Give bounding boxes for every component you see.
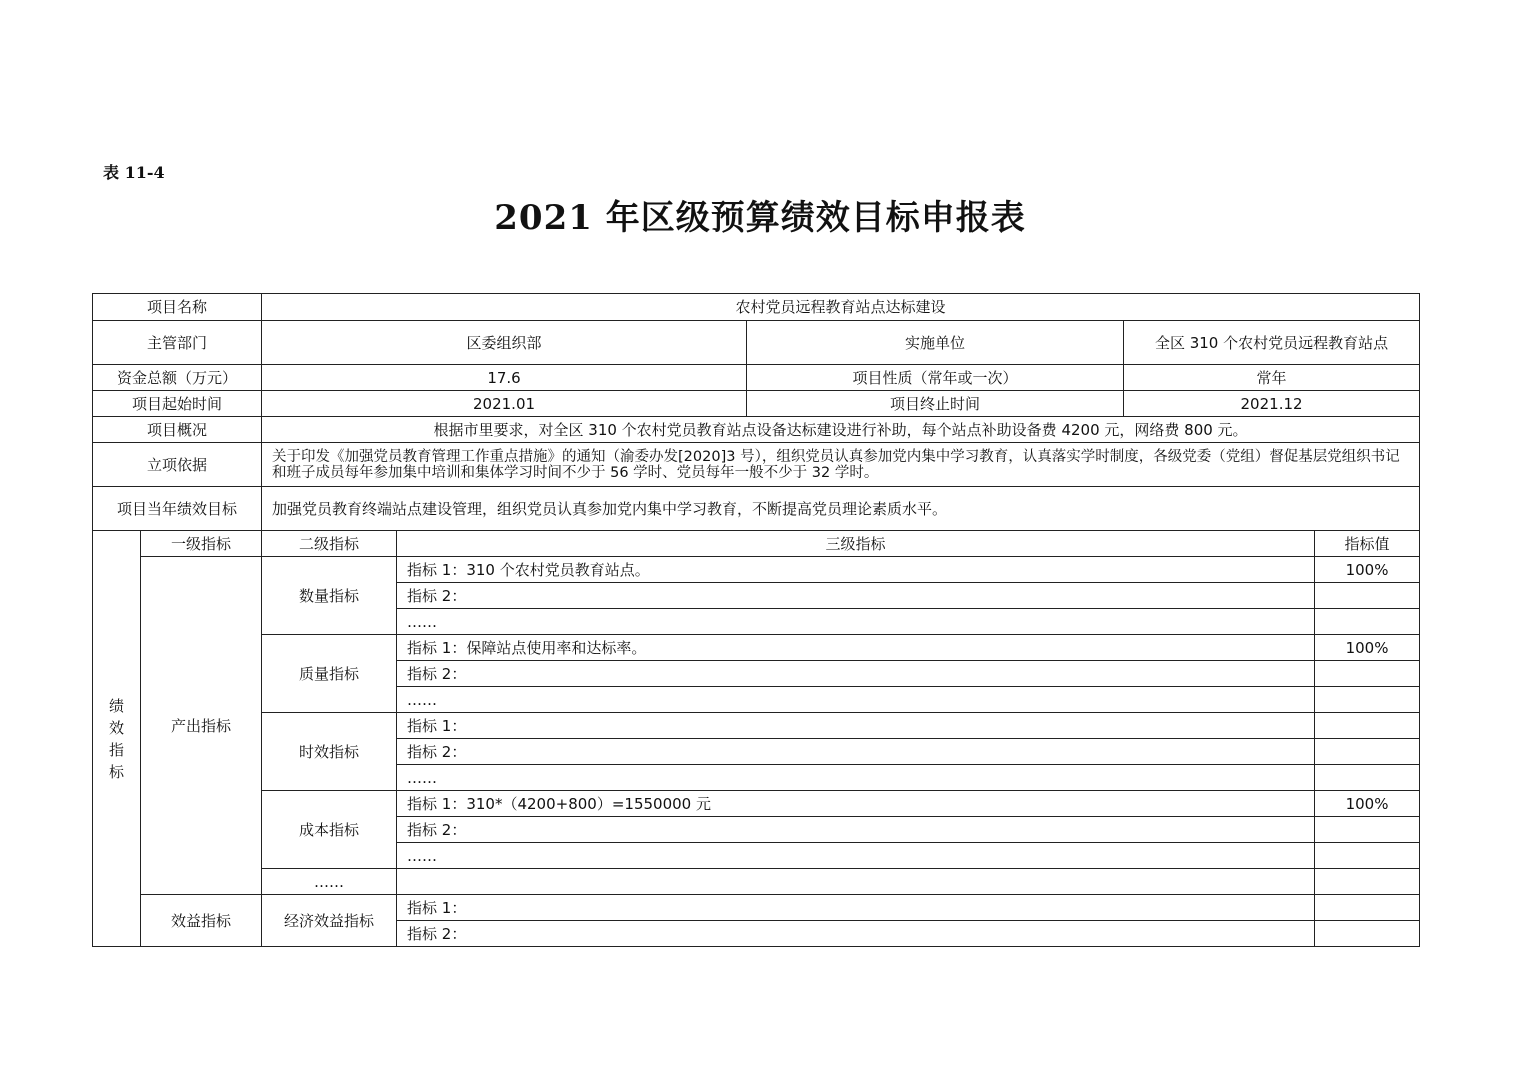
indicator-value: 100% (1315, 557, 1420, 583)
table-row (93, 557, 1420, 583)
indicator-text: 指标 2： (397, 583, 1315, 609)
row-project-name (93, 294, 1420, 321)
table-number: 表 11-4 (103, 163, 165, 182)
row-department (93, 321, 1420, 365)
indicator-text: …… (397, 609, 1315, 635)
indicator-text: …… (397, 687, 1315, 713)
end-value: 2021.12 (1124, 391, 1420, 417)
level2-label: 经济效益指标 (262, 895, 397, 947)
indicator-value (1315, 687, 1420, 713)
indicator-value (1315, 869, 1420, 895)
performance-indicators-label: 绩 效 指 标 (93, 531, 141, 947)
row-overview (93, 417, 1420, 443)
indicator-text: …… (397, 765, 1315, 791)
overview-value: 根据市里要求，对全区 310 个农村党员教育站点设备达标建设进行补助，每个站点补助设备费 4200 元，网络费 800 元。 (262, 417, 1420, 443)
table-row (93, 869, 1420, 895)
indicator-value (1315, 843, 1420, 869)
level2-label: 质量指标 (262, 635, 397, 713)
project-name-value: 农村党员远程教育站点达标建设 (262, 294, 1420, 321)
indicator-text: 指标 2： (397, 661, 1315, 687)
indicator-text (397, 869, 1315, 895)
indicator-value (1315, 921, 1420, 947)
level2-label: 成本指标 (262, 791, 397, 869)
indicator-text: 指标 1： (397, 895, 1315, 921)
header-level1: 一级指标 (141, 531, 262, 557)
fund-label: 资金总额（万元） (93, 365, 262, 391)
indicator-text: 指标 2： (397, 921, 1315, 947)
indicator-text: 指标 1： (397, 713, 1315, 739)
fund-value: 17.6 (262, 365, 747, 391)
row-period (93, 391, 1420, 417)
indicator-value (1315, 713, 1420, 739)
indicator-value (1315, 895, 1420, 921)
dept-label: 主管部门 (93, 321, 262, 365)
table-row (93, 713, 1420, 739)
start-value: 2021.01 (262, 391, 747, 417)
indicator-text: 指标 1：保障站点使用率和达标率。 (397, 635, 1315, 661)
overview-label: 项目概况 (93, 417, 262, 443)
unit-value: 全区 310 个农村党员远程教育站点 (1124, 321, 1420, 365)
indicator-value (1315, 765, 1420, 791)
indicator-text: …… (397, 843, 1315, 869)
indicator-value: 100% (1315, 635, 1420, 661)
indicator-value (1315, 817, 1420, 843)
basis-label: 立项依据 (93, 443, 262, 487)
budget-performance-table (92, 293, 1420, 947)
end-label: 项目终止时间 (747, 391, 1124, 417)
benefit-indicator-label: 效益指标 (141, 895, 262, 947)
indicator-header-row (93, 531, 1420, 557)
basis-value: 关于印发《加强党员教育管理工作重点措施》的通知（渝委办发[2020]3 号），组织党员认真参加党内集中学习教育，认真落实学时制度，各级党委（党组）督促基层党组织书记和班子成员每年参加集中培训和集体学习时间不少于 56 学时、党员每年一般不少于 32 学时。 (262, 443, 1420, 487)
level2-label: …… (262, 869, 397, 895)
level2-label: 数量指标 (262, 557, 397, 635)
project-name-label: 项目名称 (93, 294, 262, 321)
header-level2: 二级指标 (262, 531, 397, 557)
goal-label: 项目当年绩效目标 (93, 487, 262, 531)
dept-value: 区委组织部 (262, 321, 747, 365)
indicator-value (1315, 661, 1420, 687)
row-goal (93, 487, 1420, 531)
indicator-text: 指标 2： (397, 739, 1315, 765)
indicator-text: 指标 1：310 个农村党员教育站点。 (397, 557, 1315, 583)
indicator-text: 指标 1：310*（4200+800）=1550000 元 (397, 791, 1315, 817)
header-value: 指标值 (1315, 531, 1420, 557)
indicator-value (1315, 609, 1420, 635)
level2-label: 时效指标 (262, 713, 397, 791)
indicator-value (1315, 583, 1420, 609)
row-basis (93, 443, 1420, 487)
unit-label: 实施单位 (747, 321, 1124, 365)
output-indicator-label: 产出指标 (141, 557, 262, 895)
indicator-value: 100% (1315, 791, 1420, 817)
table-row (93, 895, 1420, 921)
header-level3: 三级指标 (397, 531, 1315, 557)
nature-label: 项目性质（常年或一次） (747, 365, 1124, 391)
goal-value: 加强党员教育终端站点建设管理，组织党员认真参加党内集中学习教育，不断提高党员理论素质水平。 (262, 487, 1420, 531)
indicator-value (1315, 739, 1420, 765)
table-row (93, 791, 1420, 817)
document-title: 2021 年区级预算绩效目标申报表 (494, 198, 1026, 238)
indicator-text: 指标 2： (397, 817, 1315, 843)
start-label: 项目起始时间 (93, 391, 262, 417)
row-fund (93, 365, 1420, 391)
table-row (93, 635, 1420, 661)
nature-value: 常年 (1124, 365, 1420, 391)
